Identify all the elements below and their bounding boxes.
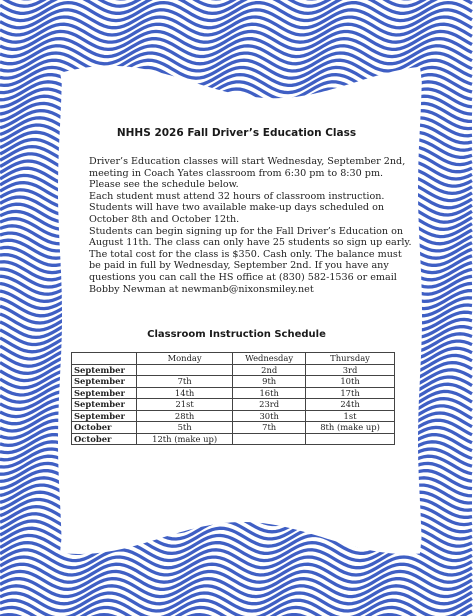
date-cell: 30th: [233, 410, 306, 422]
date-cell: 7th: [233, 422, 306, 434]
body-line: meeting in Coach Yates classroom from 6:30 pm to 8:30 pm.: [89, 167, 384, 179]
month-cell: September: [72, 376, 137, 388]
date-cell: 16th: [233, 387, 306, 399]
body-line: Students can begin signing up for the Fall Driver’s Education on: [89, 225, 404, 237]
date-cell: 9th: [233, 376, 306, 388]
date-cell: 14th: [137, 387, 233, 399]
date-cell: 12th (make up): [137, 433, 233, 445]
date-cell: 17th: [306, 387, 395, 399]
date-cell: 2nd: [233, 364, 306, 376]
header-cell: Wednesday: [233, 353, 306, 365]
month-cell: September: [72, 387, 137, 399]
date-cell: 5th: [137, 422, 233, 434]
body-line: Bobby Newman at newmanb@nixonsmiley.net: [89, 283, 314, 295]
date-cell: 21st: [137, 399, 233, 411]
date-cell: 28th: [137, 410, 233, 422]
header-cell: Monday: [137, 353, 233, 365]
table-row: [72, 376, 395, 388]
flyer-body: [89, 156, 412, 295]
body-line: be paid in full by Wednesday, September 2nd. If you have any: [89, 260, 389, 272]
month-cell: September: [72, 399, 137, 411]
table-row: [72, 422, 395, 434]
date-cell: [306, 433, 395, 445]
table-row: [72, 410, 395, 422]
month-cell: September: [72, 410, 137, 422]
header-cell: [72, 353, 137, 365]
table-row: [72, 364, 395, 376]
body-line: Each student must attend 32 hours of classroom instruction.: [89, 190, 385, 202]
date-cell: 7th: [137, 376, 233, 388]
table-header-row: [72, 353, 395, 365]
month-cell: September: [72, 364, 137, 376]
date-cell: [137, 364, 233, 376]
body-line: August 11th. The class can only have 25 students so sign up early.: [89, 237, 412, 249]
body-line: questions you can call the HS office at (830) 582-1536 or email: [89, 271, 397, 283]
table-row: [72, 399, 395, 411]
date-cell: [233, 433, 306, 445]
schedule-table: [71, 352, 395, 445]
body-line: Driver’s Education classes will start Wednesday, September 2nd,: [89, 156, 406, 167]
date-cell: 23rd: [233, 399, 306, 411]
month-cell: October: [72, 422, 137, 434]
month-cell: October: [72, 433, 137, 445]
body-line: Students will have two available make-up days scheduled on: [89, 202, 385, 214]
body-line: October 8th and October 12th.: [89, 213, 240, 225]
flyer-title: NHHS 2026 Fall Driver’s Education Class: [116, 127, 357, 139]
date-cell: 1st: [306, 410, 395, 422]
schedule-title: Classroom Instruction Schedule: [147, 329, 326, 340]
date-cell: 3rd: [306, 364, 395, 376]
body-line: Please see the schedule below.: [89, 179, 239, 191]
table-row: [72, 387, 395, 399]
table-row: [72, 433, 395, 445]
date-cell: 8th (make up): [306, 422, 395, 434]
date-cell: 10th: [306, 376, 395, 388]
body-line: The total cost for the class is $350. Cash only. The balance must: [89, 248, 402, 260]
date-cell: 24th: [306, 399, 395, 411]
header-cell: Thursday: [306, 353, 395, 365]
